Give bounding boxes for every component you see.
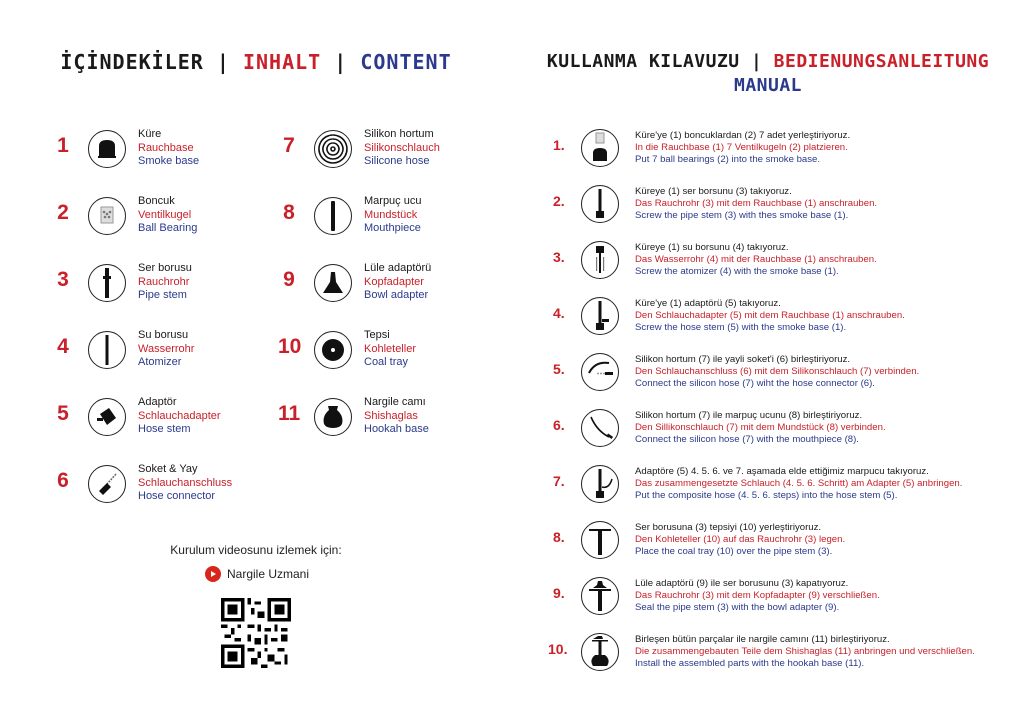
- step-1: 1. Küre'ye (1) boncuklardan (2) 7 adet yerleştiriyoruz. In die Rauchbase (1) 7 Ventilkugeln (2) platzieren. Put 7 ball bearings (2) into the smoke base.: [553, 130, 851, 166]
- step-6: 6. Silikon hortum (7) ile marpuç ucunu (8) birleştiriyoruz. Den Sillikonschlauch (7) mit dem Mundstück (8) verbinden. Connect the silicon hose (7) with the mouthpiece (8).: [553, 410, 886, 446]
- step-4-icon: [581, 297, 619, 335]
- mouthpiece-icon: [314, 197, 352, 235]
- hose-stem-icon: [88, 398, 126, 436]
- item-number: 1: [57, 134, 69, 157]
- qr-code[interactable]: [221, 598, 291, 668]
- step-8: 8. Ser borusuna (3) tepsiyi (10) yerleştiriyoruz. Den Kohleteller (10) auf das Rauchrohr (3) legen. Place the coal tray (10) over the pipe stem (3).: [553, 522, 846, 558]
- step-5-icon: [581, 353, 619, 391]
- step-3: 3. Küreye (1) su borsunu (4) takıyoruz. Das Wasserrohr (4) mit der Rauchbase (1) anschrauben. Screw the atomizer (4) with the smoke base (1).: [553, 242, 877, 278]
- step-4: 4. Küre'ye (1) adaptörü (5) takıyoruz. Den Schlauchadapter (5) mit dem Rauchbase (1) anschrauben. Screw the hose stem (5) with the smoke base (1).: [553, 298, 905, 334]
- smoke-base-icon: [88, 130, 126, 168]
- pipe-stem-icon: [88, 264, 126, 302]
- step-7: 7. Adaptöre (5) 4. 5. 6. ve 7. aşamada elde ettiğimiz marpucu takıyoruz. Das zusammengesetzte Schlauch (4. 5. 6. Schritt) am Adapter (5) anbringen. Put the composite hose (4. 5. 6. steps) into the hose stem (5).: [553, 466, 963, 502]
- coal-tray-icon: [314, 331, 352, 369]
- video-caption: Kurulum videosunu izlemek için:: [170, 543, 342, 557]
- step-10-icon: [581, 633, 619, 671]
- step-9-icon: [581, 577, 619, 615]
- step-8-icon: [581, 521, 619, 559]
- step-2: 2. Küreye (1) ser borsunu (3) takıyoruz. Das Rauchrohr (3) mit dem Rauchbase (1) anschrauben. Screw the pipe stem (3) with thes smoke base (1).: [553, 186, 878, 222]
- bowl-adapter-icon: [314, 264, 352, 302]
- step-1-icon: [581, 129, 619, 167]
- step-3-icon: [581, 241, 619, 279]
- step-6-icon: [581, 409, 619, 447]
- manual-title: KULLANMA KILAVUZU | BEDIENUNGSANLEITUNG MANUAL: [512, 50, 1024, 98]
- channel-name: Nargile Uzmani: [227, 567, 310, 581]
- hookah-base-icon: [314, 398, 352, 436]
- atomizer-icon: [88, 331, 126, 369]
- youtube-icon: [205, 566, 221, 582]
- title-de: INHALT: [242, 50, 322, 74]
- step-9: 9. Lüle adaptörü (9) ile ser borusunu (3) kapatıyoruz. Das Rauchrohr (3) mit dem Kopfadapter (9) verschließen. Seal the pipe stem (3) with the bowl adapter (9).: [553, 578, 880, 614]
- title-tr: KULLANMA KILAVUZU: [546, 51, 740, 72]
- hose-connector-icon: [88, 465, 126, 503]
- title-tr: İÇİNDEKİLER: [60, 50, 204, 74]
- step-10: 10. Birleşen bütün parçalar ile nargile camını (11) birleştiriyoruz. Die zusammengebauten Teile dem Shishaglas (11) anbringen und verschließen. Install the assembled parts with the hookah base (11).: [548, 634, 975, 670]
- step-5: 5. Silikon hortum (7) ile yayli soket'i (6) birleştiriyoruz. Den Schlauchanschluss (6) mit dem Silikonschlauch (7) verbinden. Connect the silicon hose (7) wiht the hose connector (6).: [553, 354, 920, 390]
- ball-bearing-icon: [88, 197, 126, 235]
- step-7-icon: [581, 465, 619, 503]
- silicone-hose-icon: [314, 130, 352, 168]
- youtube-channel-link[interactable]: [205, 566, 309, 582]
- title-de: BEDIENUNGSANLEITUNG: [773, 51, 990, 72]
- title-en: CONTENT: [360, 50, 452, 74]
- step-2-icon: [581, 185, 619, 223]
- title-en: MANUAL: [733, 75, 803, 96]
- contents-title: İÇİNDEKİLER | INHALT | CONTENT: [60, 50, 452, 74]
